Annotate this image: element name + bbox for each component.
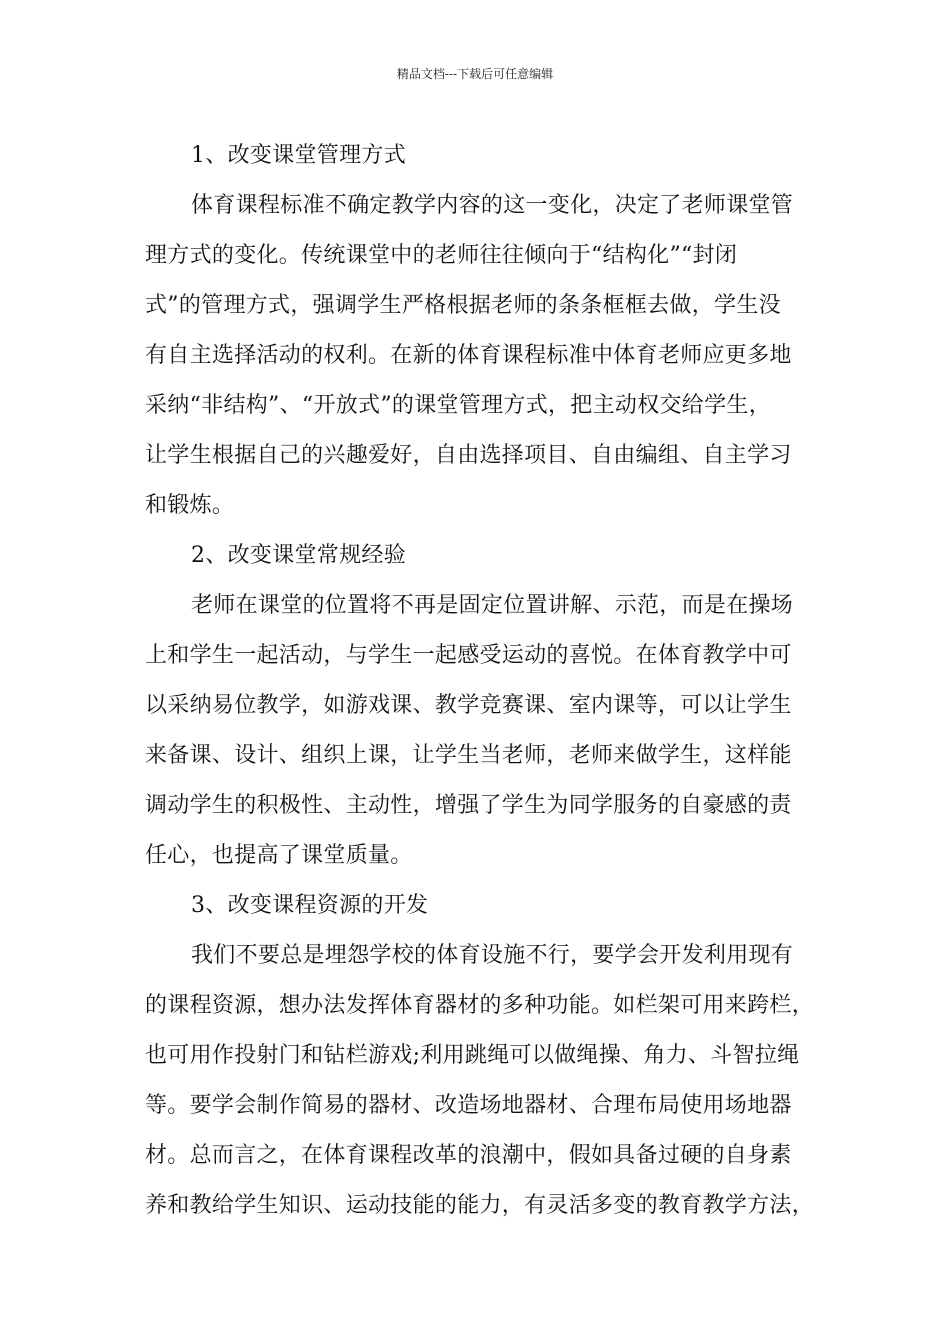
text-line: 来备课、设计、组织上课，让学生当老师，老师来做学生，这样能 — [145, 743, 792, 768]
text-line: 我们不要总是埋怨学校的体育设施不行，要学会开发利用现有 — [191, 943, 794, 968]
text-line: 3、改变课程资源的开发 — [191, 893, 429, 918]
text-line: 的课程资源，想办法发挥体育器材的多种功能。如栏架可用来跨栏， — [145, 993, 815, 1018]
text-line: 上和学生一起活动，与学生一起感受运动的喜悦。在体育教学中可 — [145, 643, 792, 668]
text-line: 以采纳易位教学，如游戏课、教学竞赛课、室内课等，可以让学生 — [145, 693, 792, 718]
document-body — [145, 131, 815, 1231]
text-line: 有自主选择活动的权利。在新的体育课程标准中体育老师应更多地 — [145, 343, 792, 368]
text-line: 1、改变课堂管理方式 — [191, 143, 406, 168]
text-line: 体育课程标准不确定教学内容的这一变化，决定了老师课堂管 — [191, 193, 794, 218]
text-line: 让学生根据自己的兴趣爱好，自由选择项目、自由编组、自主学习 — [145, 443, 792, 468]
text-line: 材。总而言之，在体育课程改革的浪潮中，假如具备过硬的自身素 — [145, 1143, 792, 1168]
text-line: 等。要学会制作简易的器材、改造场地器材、合理布局使用场地器 — [145, 1093, 792, 1118]
text-line: 调动学生的积极性、主动性，增强了学生为同学服务的自豪感的责 — [145, 793, 792, 818]
text-line: 理方式的变化。传统课堂中的老师往往倾向于“结构化”“封闭 — [145, 243, 738, 268]
text-line: 和锻炼。 — [145, 493, 235, 518]
text-line: 2、改变课堂常规经验 — [191, 543, 406, 568]
text-line: 养和教给学生知识、运动技能的能力，有灵活多变的教育教学方法， — [145, 1193, 815, 1218]
page-header: 精品文档---下载后可任意编辑 — [396, 67, 554, 81]
text-line: 式”的管理方式，强调学生严格根据老师的条条框框去做，学生没 — [145, 293, 781, 318]
text-line: 老师在课堂的位置将不再是固定位置讲解、示范，而是在操场 — [191, 593, 794, 618]
text-line: 也可用作投射门和钻栏游戏;利用跳绳可以做绳操、角力、斗智拉绳 — [145, 1043, 800, 1068]
text-line: 采纳“非结构”、“开放式”的课堂管理方式，把主动权交给学生， — [145, 393, 771, 418]
text-line: 任心，也提高了课堂质量。 — [145, 843, 413, 868]
